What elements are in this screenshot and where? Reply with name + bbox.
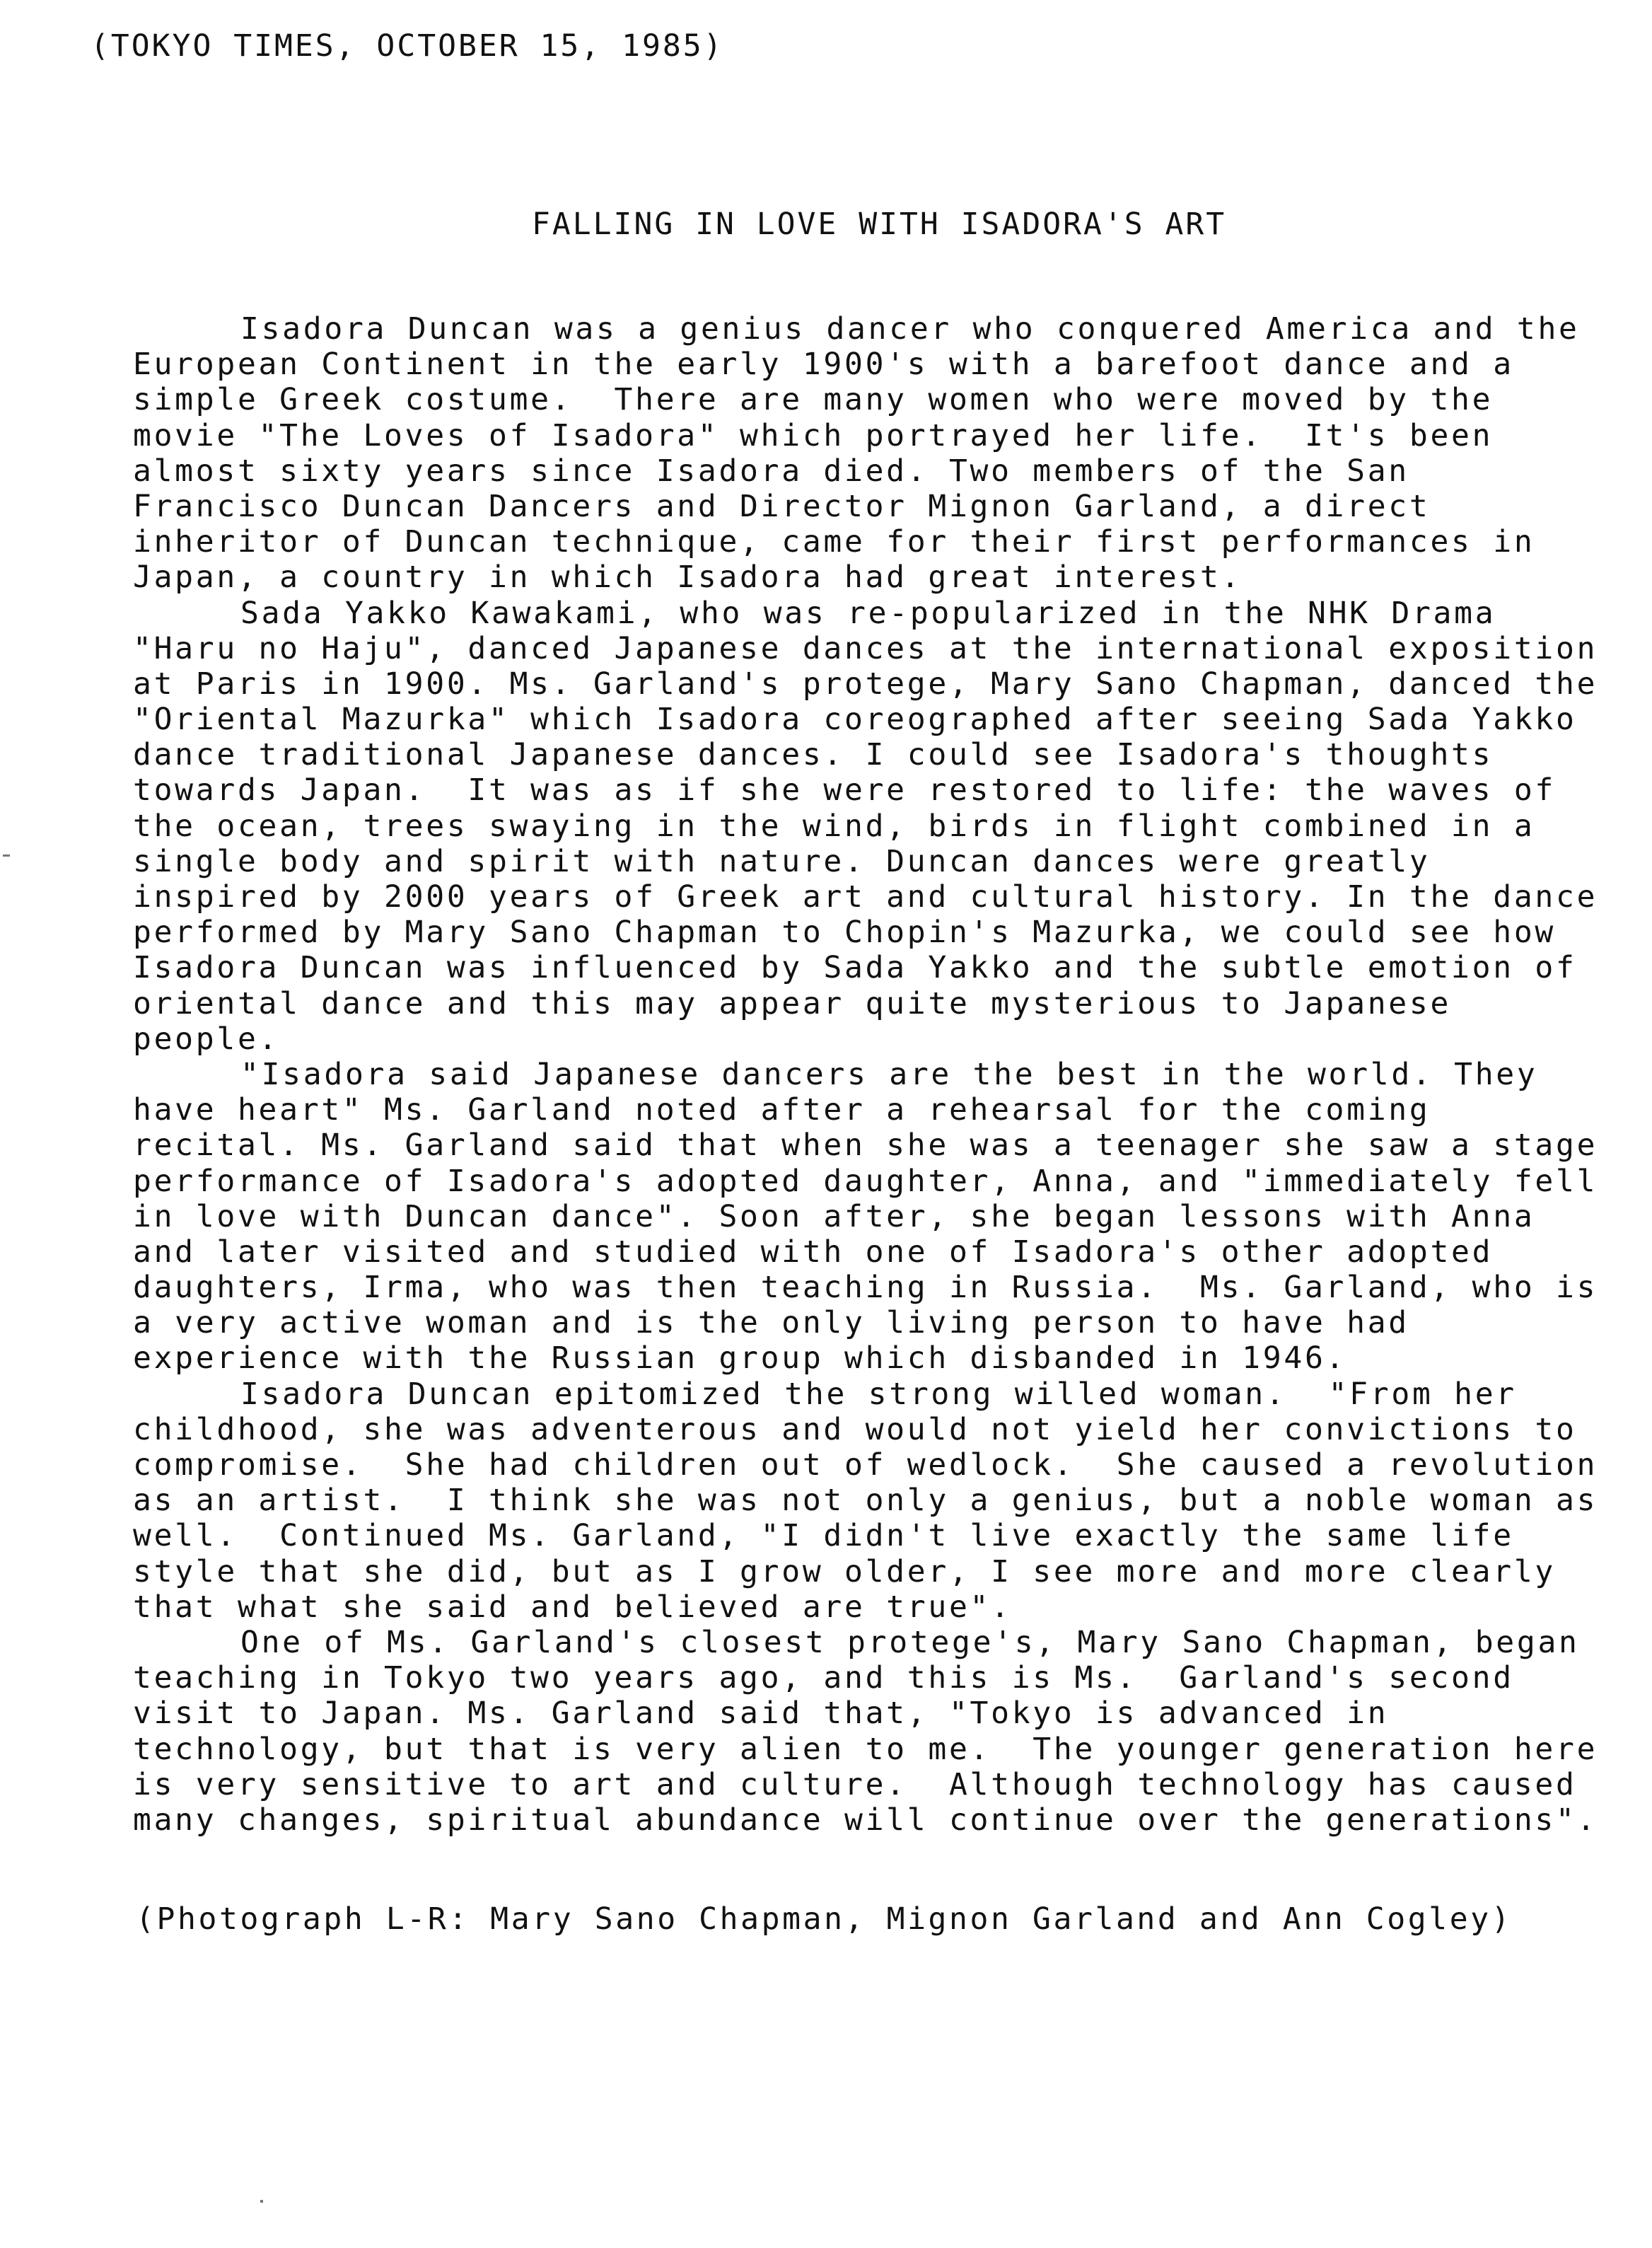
body-line: as an artist. I think she was not only a genius, but a noble woman as — [133, 1483, 1598, 1519]
body-line: dance traditional Japanese dances. I could see Isadora's thoughts — [133, 737, 1494, 773]
body-line: a very active woman and is the only living person to have had — [133, 1305, 1409, 1341]
body-line: have heart" Ms. Garland noted after a rehearsal for the coming — [133, 1092, 1431, 1128]
article-body — [133, 311, 1632, 1838]
body-line: teaching in Tokyo two years ago, and this is Ms. Garland's second — [133, 1660, 1514, 1696]
body-line: inheritor of Duncan technique, came for their first performances in — [133, 524, 1535, 560]
body-line: Isadora Duncan epitomized the strong willed woman. "From her — [240, 1376, 1517, 1412]
body-line: performance of Isadora's adopted daughter, Anna, and "immediately fell — [133, 1163, 1598, 1199]
body-line: technology, but that is very alien to me. The younger generation here — [133, 1731, 1598, 1767]
body-line: style that she did, but as I grow older, I see more and more clearly — [133, 1553, 1556, 1589]
body-line: in love with Duncan dance". Soon after, she began lessons with Anna — [133, 1198, 1535, 1234]
body-line: "Isadora said Japanese dancers are the best in the world. They — [240, 1056, 1538, 1092]
body-line: performed by Mary Sano Chapman to Chopin's Mazurka, we could see how — [133, 915, 1556, 951]
body-line: recital. Ms. Garland said that when she was a teenager she saw a stage — [133, 1128, 1598, 1164]
scan-speck — [260, 2200, 263, 2203]
body-line: inspired by 2000 years of Greek art and cultural history. In the dance — [133, 879, 1598, 915]
body-line: One of Ms. Garland's closest protege's, Mary Sano Chapman, began — [240, 1624, 1580, 1660]
photo-caption: (Photograph L-R: Mary Sano Chapman, Mignon Garland and Ann Cogley) — [136, 1901, 1513, 1937]
body-line: daughters, Irma, who was then teaching in Russia. Ms. Garland, who is — [133, 1270, 1598, 1306]
body-line: and later visited and studied with one of Isadora's other adopted — [133, 1234, 1494, 1270]
body-line: Isadora Duncan was a genius dancer who conquered America and the — [240, 311, 1580, 347]
body-line: at Paris in 1900. Ms. Garland's protege, Mary Sano Chapman, danced the — [133, 666, 1598, 702]
body-line: that what she said and believed are true". — [133, 1589, 1012, 1625]
body-line: towards Japan. It was as if she were restored to life: the waves of — [133, 772, 1556, 809]
body-line: Isadora Duncan was influenced by Sada Yakko and the subtle emotion of — [133, 950, 1577, 986]
body-line: childhood, she was adventerous and would not yield her convictions to — [133, 1411, 1577, 1447]
dateline: (TOKYO TIMES, OCTOBER 15, 1985) — [91, 28, 724, 64]
body-line: the ocean, trees swaying in the wind, birds in flight combined in a — [133, 808, 1535, 844]
body-line: oriental dance and this may appear quite mysterious to Japanese — [133, 985, 1452, 1021]
body-line: compromise. She had children out of wedlock. She caused a revolution — [133, 1447, 1598, 1483]
body-line: "Oriental Mazurka" which Isadora coreographed after seeing Sada Yakko — [133, 702, 1577, 738]
body-line: movie "The Loves of Isadora" which portrayed her life. It's been — [133, 417, 1494, 453]
body-line: is very sensitive to art and culture. Although technology has caused — [133, 1766, 1577, 1802]
body-line: Japan, a country in which Isadora had great interest. — [133, 560, 1243, 596]
body-line: European Continent in the early 1900's with a barefoot dance and a — [133, 347, 1514, 383]
article-title: FALLING IN LOVE WITH ISADORA'S ART — [532, 207, 1227, 242]
body-line: Francisco Duncan Dancers and Director Mignon Garland, a direct — [133, 488, 1431, 524]
body-line: almost sixty years since Isadora died. Two members of the San — [133, 453, 1409, 489]
body-line: experience with the Russian group which disbanded in 1946. — [133, 1340, 1347, 1377]
scan-speck — [3, 854, 10, 857]
body-line: "Haru no Haju", danced Japanese dances at the international exposition — [133, 630, 1598, 666]
body-line: well. Continued Ms. Garland, "I didn't live exactly the same life — [133, 1518, 1514, 1554]
body-line: simple Greek costume. There are many women who were moved by the — [133, 382, 1494, 418]
body-line: visit to Japan. Ms. Garland said that, "Tokyo is advanced in — [133, 1696, 1389, 1732]
body-line: many changes, spiritual abundance will continue over the generations". — [133, 1802, 1598, 1838]
body-line: single body and spirit with nature. Duncan dances were greatly — [133, 843, 1431, 879]
body-line: people. — [133, 1021, 280, 1057]
body-line: Sada Yakko Kawakami, who was re-popularized in the NHK Drama — [240, 595, 1496, 631]
